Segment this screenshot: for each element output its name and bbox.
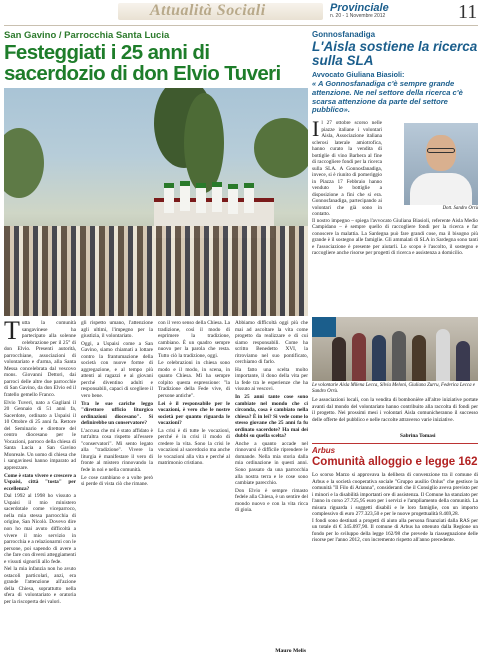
paragraph: gli rispetto umano, l'attenzione agli ultimi, l'impegno per la giustizia, il volontariato. [81, 320, 153, 340]
paragraph: L'accusa che mi è stato affidato è tutt'altra cosa rispetto all'essere "conservatori". Mi sento legato alla "tradizione". Vivere la liturgia è manifestare il vero di fronte al mistero rinnovando la fede in noi e nella comunità. [81, 427, 153, 474]
article-column-3 [158, 320, 230, 468]
paragraph: Oggi, a Uspaisi come a San Gavino, siamo chiamati a lottare contro la frantumazione della società con nuove forme di aggregazione, e al tempo più attenti ai ragazzi e ai giovani perché diventino adulti e responsabili, capaci di scegliere il vero bene. [81, 340, 153, 400]
article-dropcap: T [4, 316, 20, 345]
paragraph: Lo scorso Marzo si approvava la delibera di convenzione tra il comune di Arbus e la società cooperativa sociale "Gruppo ausilio Onlus" che gestisce la comunità "Il Filo di Arianna", consideranti che il Consiglio aveva previsto per i minori e la disabilità importanti ore di assistenza. Il Comune ha stanziato per l'anno in corso 27.725,95 euro per i servizi e l'ampliamento della comunità. La misura riguarda i soggetti disabili e le loro famiglie, con un importo complessivo di euro 277.323,50 e per le nuove progettualità 8.469,28. [312, 472, 478, 518]
article-column-4 [235, 320, 308, 515]
page-header [0, 0, 482, 28]
aisla-headline: L'Aisla sostiene la ricerca sulla SLA [312, 39, 478, 68]
arbus-divider [312, 443, 478, 444]
article-column-1 [4, 316, 76, 607]
aisla-subhead: Avvocato Giuliana Biasioli: [312, 70, 405, 79]
portrait-caption: Dott. Sandro Orrù [442, 206, 478, 211]
aisla-signature: Sabrina Tomasi [400, 433, 436, 439]
aisla-body [312, 116, 478, 257]
paragraph: Dal 1992 al 1998 ho vissuto a Uspaisi il mio ministero sacerdotale come viceparroco, nella mia stessa parrocchia di origine, San Nicolò. Dovevo dire non ho mai avuto difficoltà a vivere il mio servizio in parrocchia e a relazionarmi con le persone, poi sapendo di avere a che fare con diversi atteggiamenti e vissuti signorili allo fede. [4, 493, 76, 565]
interview-question: In 25 anni tante cose sono cambiate nel mondo che ci circonda, cosa è cambiato nella chiesa? È in lei? Si vede come lo stesso giovane che 25 anni fa fu ordinato sacerdote? Ha mai dei dubbi su quella scelta? [235, 394, 308, 440]
interview-question: Tra le sue cariche leggo "direttore ufficio liturgico ordinazioni diocesano". Si definirebbe un conservatore? [81, 400, 153, 427]
paragraph: I fondi sono destinati a progetti di aiuto alla persona finanziati dalla RAS per un totale di € 345.097,90. Il comune di Arbus ha ottenuto dalla Regione un fondo per lo sviluppo della legge 162/98 che prevede la riassegnazione delle risorse per l'anno 2012, con incremento rispetto all'anno precedente. [312, 517, 478, 544]
arbus-headline: Comunità alloggio e legge 162 [312, 456, 478, 468]
article-columns [4, 316, 308, 654]
article-signature: Mauro Melis [275, 648, 306, 654]
main-article [4, 30, 308, 654]
celebration-photo [4, 88, 308, 316]
paragraph: Don Elvio è sempre rimasto fedele alla Chiesa, è un sentire del mondo nuovo e con la vita ricca di gioia. [235, 487, 308, 514]
page-number: 11 [458, 1, 478, 23]
paragraph: Le cose cambiano e a volte però si perde di vista ciò che rimane. [81, 474, 153, 488]
section-title: Attualità Sociali [150, 2, 266, 19]
volunteers-caption: Le volontarie Aisla Milena Lecca, Silvia Meloni, Giuliana Zurru, Federica Lecca e Sandro Orrù. [312, 383, 475, 394]
paragraph: utta la comunità sangavinese ha partecipato alla solenne celebrazione per il 25° di don Elvio. Presenti autorità, parrocchiane, associazioni di volontariato e d'arma, alla Santa Messa concelebrata dal vescovo mons. Giovanni Dettori, dai parroci delle altre due parrocchie di San Gavino, da don Elvio ed il fratello gemello Franco. [4, 320, 76, 399]
interview-question: Lei è il responsabile per le vocazioni, è vero che le nostre società per quanto riguarda le vocazioni? [158, 400, 230, 427]
aisla-dropcap: I [312, 116, 320, 141]
paragraph: Anche a quanto accade nel rinnovarsi è difficile riprendere le domande. Nella mia storia dalla mia ordinazione in questi anni. Sono passato da una parrocchia alla nostra terra e le cose sono cambiate parecchio. [235, 440, 308, 487]
article-kicker: San Gavino / Parrocchia Santa Lucia [4, 30, 170, 41]
article-column-2 [81, 320, 153, 489]
header-divider [4, 25, 478, 26]
paragraph: l 27 ottobre scorso nelle piazze italiane i volontari Aisla, Associazione italiana sclerosi laterale amiotrofica, hanno curato la vendita di bottiglie di vino Barbera al fine di raccogliere fondi per la ricerca sulla SLA. A Gonnosfanadiga, invece, si è riunito di pomeriggio in Piazza 17 Febbraio hanno venduto le bottiglie a disposizione a fini che si era. Gonnosfanadiga, partecipando ai volontari che già sono in contatto. [312, 120, 382, 217]
arbus-body [312, 472, 478, 544]
paragraph: Elvio Tuveri, nato a Gagliani il 20 Gennaio di 51 anni fa, Sacerdote, ordinato a Uspaisi il 10 Ottobre di 25 anni fa. Rettore del Seminario e direttore del centro diocesano per le Vocazioni, parroco della chiesa di Santa Lucia a San Gavino Monreale. Un uomo di chiesa che i sangavinesi hanno imparato ad apprezzare. [4, 399, 76, 472]
paragraph: con il vero senso della Chiesa. La tradizione, così il modo di esprimere la tradizione, cambiano. È un quadro sempre nuovo per la parola che resta. Tutto ciò la tradizione, oggi. [158, 320, 230, 359]
article-headline: Festeggiati i 25 anni di sacerdozio di don Elvio Tuveri [4, 41, 281, 85]
paragraph: La crisi è di tutte le vocazioni, perché è in crisi il modo di credere la vita. Sono la crisi le vocazioni al sacerdozio ma anche le vocazioni alla vita e perché al matrimonio cristiano. [158, 427, 230, 467]
masthead-logo: Provinciale [330, 2, 389, 14]
paragraph: Abbiamo difficoltà oggi più che mai ad ascoltare la vita come progetto da realizzare e di cui siamo responsabili. Come ha scritto Benedetto XVI, la ritroviamo nel suo pontificato, cerchiamo di farlo. [235, 320, 308, 366]
arbus-section-label: Arbus [312, 446, 336, 455]
aisla-closing-paragraph: Le associazioni locali, con la vendita di bombonière all'altre iniziative portate avanti dal mondo del volontariato hanno contribuito alla raccolta di fondi per il progetto. Nei prossimi mesi i volontari Aisla comunicheranno il successo delle offerte del pubblico e nelle raccolte attraverso varie iniziative. [312, 397, 478, 423]
aisla-article-header [312, 30, 478, 115]
interview-question: Come è stato vivere e crescere a Uspaisi, città "tosta" per eccellenza? [4, 472, 76, 492]
paragraph: Il nostro impegno – spiega l'avvocato Giuliana Biasioli, referente Aisla Medio Campidano – è sempre quello di raccogliere fondi per la ricerca e far conoscere la malattia. La Sardegna può fare grandi cose, ma il bisogno più grande è il sostegno alle famiglie. Gli ammalati di SLA in Sardegna sono tanti e l'associazione è presente per aiutarli. Lo scopo è l'ascolto, il sostegno e raccogliere anche risorse per progetti di ricerca e assistenza a domicilio. [312, 217, 478, 256]
volunteers-photo [312, 317, 478, 381]
paragraph: Le celebrazioni in chiesa sono modo e il modo, in scena, in quanto Chiesa. Mi ha sempre colpito questa espressione: "la Tradizione della Fede vive, di persone antiche". [158, 360, 230, 400]
aisla-lead: « A Gonnosfanadiga c'è sempre grande attenzione. Ne nel settore della ricerca c'è scarsa attenzione da parte del settore pubblico». [312, 79, 463, 115]
issue-info: n. 20 - 1 Novembre 2012 [330, 13, 386, 19]
paragraph: Ha fatto una scelta molto importante, il dono della vita per la fede tra le esperienze che ha vissuto ai vescovi. [235, 366, 308, 393]
aisla-section-label: Gonnosfanadiga [312, 30, 376, 39]
paragraph: Nel la mia infanzia non ho avuto ostacoli particolari, anzi, era grande l'attenzione all'azione della Chiesa, soprattutto nella sfera di volontariato e oratoria per la riscoperta dei valori. [4, 566, 76, 605]
